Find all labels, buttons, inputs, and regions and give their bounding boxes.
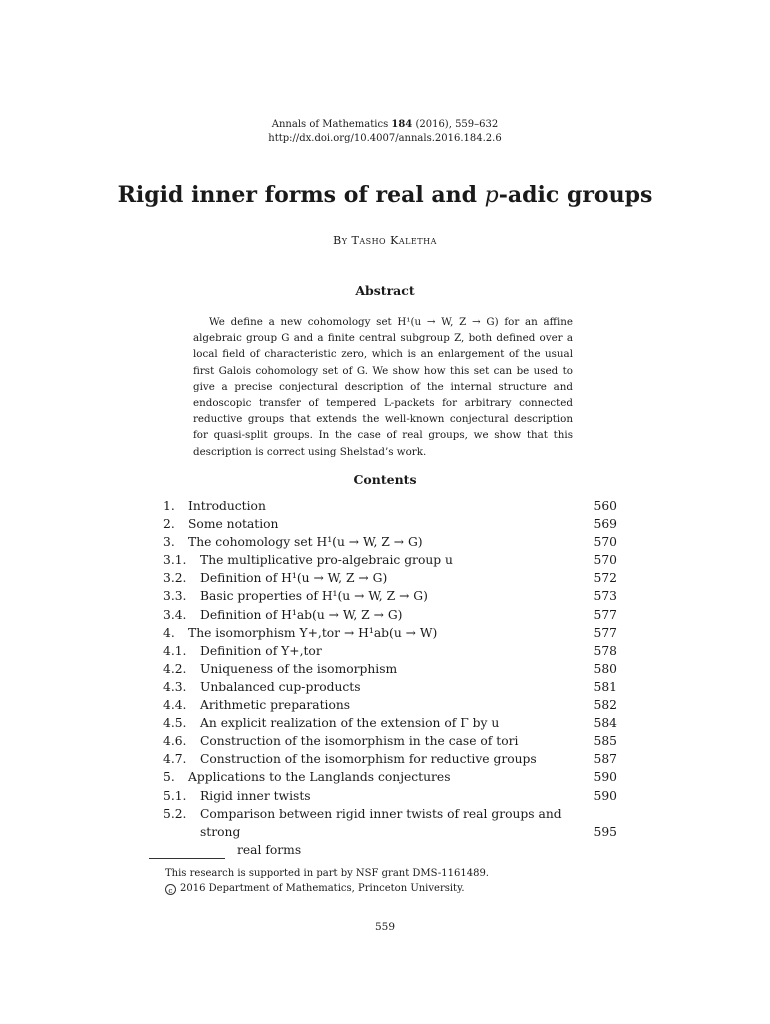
toc-entry-number: 4.7. xyxy=(163,752,187,767)
toc-entry-number: 1. xyxy=(163,499,175,513)
title-italic-p: p xyxy=(484,183,499,208)
toc-entry-number: 3. xyxy=(163,535,175,550)
toc-entry-page: 595 xyxy=(593,824,617,839)
toc-entry-page: 570 xyxy=(593,535,617,550)
author-line: By Tasho Kaletha xyxy=(333,234,437,247)
toc-entry-page: 572 xyxy=(593,571,617,586)
toc-entry-label-line: Comparison between rigid inner twists of real groups and strong xyxy=(200,806,562,839)
toc-entry-label: Uniqueness of the isomorphism xyxy=(200,661,398,676)
doi-link[interactable]: http://dx.doi.org/10.4007/annals.2016.184.2.6 xyxy=(268,133,502,144)
table-of-contents xyxy=(163,497,617,857)
toc-entry-number: 4.2. xyxy=(163,661,187,676)
toc-entry-number: 5.2. xyxy=(163,806,187,821)
contents-heading: Contents xyxy=(353,472,417,487)
journal-header xyxy=(0,118,770,146)
toc-entry-label: Basic properties of H¹(u → W, Z → G) xyxy=(200,589,428,604)
title-part-1: Rigid inner forms of real and xyxy=(117,182,485,208)
toc-entry-number: 5.1. xyxy=(163,788,187,803)
toc-entry-number: 4.3. xyxy=(163,679,187,694)
toc-entry[interactable] xyxy=(163,642,617,660)
toc-entry-label: Definition of H¹(u → W, Z → G) xyxy=(200,571,388,586)
toc-entry-label: Construction of the isomorphism for reductive groups xyxy=(200,752,537,767)
toc-entry[interactable] xyxy=(163,624,617,642)
toc-entry-label: Construction of the isomorphism in the case of tori xyxy=(200,734,519,749)
toc-entry-number: 3.2. xyxy=(163,571,187,586)
toc-entry-number: 4.5. xyxy=(163,716,187,731)
toc-entry-number: 2. xyxy=(163,517,175,532)
footnote-rule xyxy=(149,858,225,859)
toc-entry-page: 584 xyxy=(593,716,617,731)
toc-entry-label: Arithmetic preparations xyxy=(200,698,351,713)
toc-entry-page: 580 xyxy=(593,661,617,676)
toc-entry[interactable] xyxy=(163,696,617,714)
toc-entry-number: 3.4. xyxy=(163,607,187,622)
toc-entry[interactable] xyxy=(163,750,617,768)
toc-entry-label: Introduction xyxy=(188,499,266,513)
toc-entry[interactable] xyxy=(163,660,617,678)
footnote-research: This research is supported in part by NSF grant DMS-1161489. xyxy=(165,868,489,879)
toc-entry-page: 573 xyxy=(593,589,617,604)
toc-entry-label: Definition of H¹ab(u → W, Z → G) xyxy=(200,607,403,622)
toc-entry-number: 5. xyxy=(163,770,175,785)
copyright-icon: c xyxy=(165,884,176,895)
title-part-2: -adic groups xyxy=(498,182,653,208)
toc-entry-page: 560 xyxy=(593,499,617,513)
toc-entry[interactable] xyxy=(163,515,617,533)
toc-entry-label: The isomorphism Y+,tor → H¹ab(u → W) xyxy=(188,625,438,640)
toc-entry-page: 581 xyxy=(593,679,617,694)
toc-entry-page: 577 xyxy=(593,607,617,622)
toc-entry-page: 590 xyxy=(593,770,617,785)
toc-entry[interactable] xyxy=(163,732,617,750)
toc-entry-page: 587 xyxy=(593,752,617,767)
toc-entry-page: 590 xyxy=(593,788,617,803)
abstract-text: We define a new cohomology set H¹(u → W, Z → G) for an affine algebraic group G and a finite central subgroup Z, both defined over a local field of characteristic zero, which is an enlargement of the usual first Galois cohomology set of G. We show how this set can be used to give a precise conjectural description of the internal structure and endoscopic transfer of tempered L-packets for arbitrary connected reductive groups that extends the well-known conjectural description for quasi-split groups. In the case of real groups, we show that this description is correct using Shelstad’s work. xyxy=(193,316,573,458)
toc-entry-number: 3.3. xyxy=(163,589,187,604)
journal-name: Annals of Mathematics xyxy=(271,119,389,130)
abstract-heading: Abstract xyxy=(355,283,415,298)
toc-entry[interactable] xyxy=(163,587,617,605)
toc-entry[interactable] xyxy=(163,768,617,786)
footnotes xyxy=(165,866,489,896)
page-number: 559 xyxy=(374,921,396,933)
paper-title xyxy=(0,182,770,208)
toc-entry-number: 3.1. xyxy=(163,553,187,568)
toc-entry-page: 577 xyxy=(593,625,617,640)
toc-entry[interactable] xyxy=(163,569,617,587)
toc-entry-label: The multiplicative pro-algebraic group u xyxy=(200,553,453,568)
toc-entry-page: 570 xyxy=(593,553,617,568)
toc-entry-label-continuation: real forms xyxy=(237,842,302,857)
toc-entry-label: The cohomology set H¹(u → W, Z → G) xyxy=(188,535,423,550)
toc-entry-page: 569 xyxy=(593,517,617,532)
toc-entry[interactable] xyxy=(163,787,617,805)
toc-entry-label: Definition of Y+,tor xyxy=(200,643,322,658)
journal-volume: 184 xyxy=(391,119,413,130)
toc-entry-page: 582 xyxy=(593,698,617,713)
toc-entry-number: 4.6. xyxy=(163,734,187,749)
toc-entry[interactable] xyxy=(163,606,617,624)
toc-entry-label: Rigid inner twists xyxy=(200,788,311,803)
toc-entry[interactable] xyxy=(163,551,617,569)
toc-entry-label: Applications to the Langlands conjectures xyxy=(188,770,451,785)
toc-entry-label: Unbalanced cup-products xyxy=(200,679,361,694)
toc-entry-label xyxy=(200,805,590,859)
journal-issue-pages: (2016), 559–632 xyxy=(415,119,499,130)
toc-entry[interactable] xyxy=(163,533,617,551)
toc-entry[interactable] xyxy=(163,805,617,857)
copyright-text: 2016 Department of Mathematics, Princeton University. xyxy=(180,883,465,894)
toc-entry[interactable] xyxy=(163,497,617,515)
toc-entry-number: 4.1. xyxy=(163,643,187,658)
toc-entry[interactable] xyxy=(163,714,617,732)
toc-entry-number: 4. xyxy=(163,625,175,640)
toc-entry-label: Some notation xyxy=(188,517,279,532)
toc-entry-page: 578 xyxy=(593,643,617,658)
footnote-copyright xyxy=(165,881,489,896)
toc-entry-label: An explicit realization of the extension of Γ by u xyxy=(200,716,500,731)
toc-entry[interactable] xyxy=(163,678,617,696)
toc-entry-page: 585 xyxy=(593,734,617,749)
journal-citation xyxy=(0,118,770,132)
toc-entry-number: 4.4. xyxy=(163,698,187,713)
